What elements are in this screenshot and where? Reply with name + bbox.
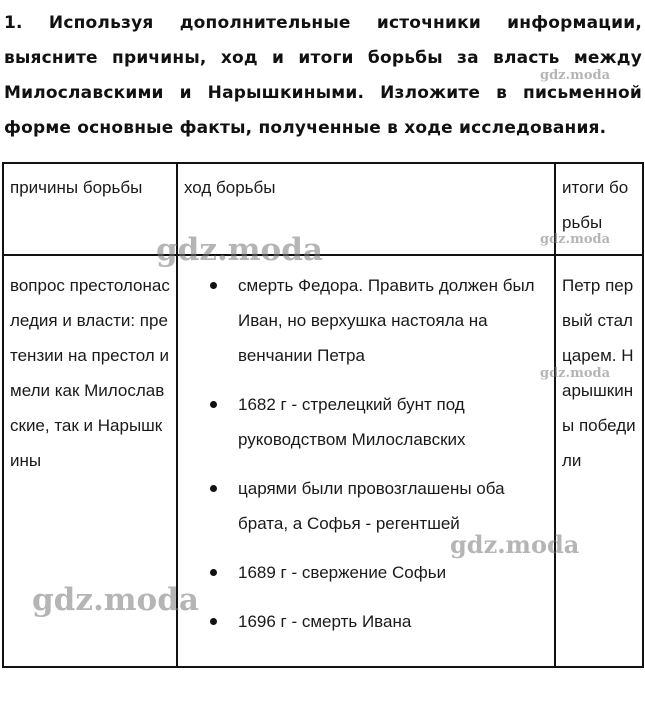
task-line: выясните причины, ход и итоги борьбы за власть между bbox=[4, 48, 642, 68]
header-causes: причины борьбы bbox=[3, 163, 177, 255]
cell-results: Петр первый стал царем. Нарышкины победили bbox=[555, 255, 643, 667]
bullet-icon bbox=[210, 485, 217, 492]
task-line: форме основные факты, полученные в ходе исследования. bbox=[4, 118, 607, 138]
bullet-icon bbox=[210, 569, 217, 576]
bullet-icon bbox=[210, 401, 217, 408]
event-text: 1696 г - смерть Ивана bbox=[238, 612, 412, 631]
event-text: смерть Федора. Править должен был Иван, но верхушка настояла на венчании Петра bbox=[238, 276, 535, 365]
watermark: gdz.moda bbox=[156, 232, 323, 268]
events-list bbox=[184, 268, 548, 639]
cell-causes: вопрос престолонаследия и власти: претензии на престол имели как Милославские, так и Нарышкины bbox=[3, 255, 177, 667]
bullet-icon bbox=[210, 282, 217, 289]
list-item bbox=[238, 387, 548, 457]
watermark: gdz.moda bbox=[540, 232, 611, 247]
list-item bbox=[238, 471, 548, 541]
watermark: gdz.moda bbox=[450, 530, 580, 559]
answer-table bbox=[2, 162, 644, 668]
event-text: царями были провозглашены оба брата, а Софья - регентшей bbox=[238, 479, 505, 533]
table-row bbox=[3, 255, 643, 667]
event-text: 1682 г - стрелецкий бунт под руководством Милославских bbox=[238, 395, 466, 449]
task-text bbox=[4, 6, 642, 146]
list-item bbox=[238, 268, 548, 373]
watermark: gdz.moda bbox=[540, 68, 611, 83]
watermark: gdz.moda bbox=[32, 582, 199, 618]
task-line: 1. Используя дополнительные источники информации, bbox=[4, 13, 642, 33]
bullet-icon bbox=[210, 618, 217, 625]
task-line: Милославскими и Нарышкиными. Изложите в письменной bbox=[4, 83, 642, 103]
cell-course bbox=[177, 255, 555, 667]
watermark: gdz.moda bbox=[540, 366, 611, 381]
event-text: 1689 г - свержение Софьи bbox=[238, 563, 447, 582]
list-item bbox=[238, 604, 548, 639]
table-header-row bbox=[3, 163, 643, 255]
header-course: ход борьбы bbox=[177, 163, 555, 255]
list-item bbox=[238, 555, 548, 590]
header-results: итоги борьбы bbox=[555, 163, 643, 255]
